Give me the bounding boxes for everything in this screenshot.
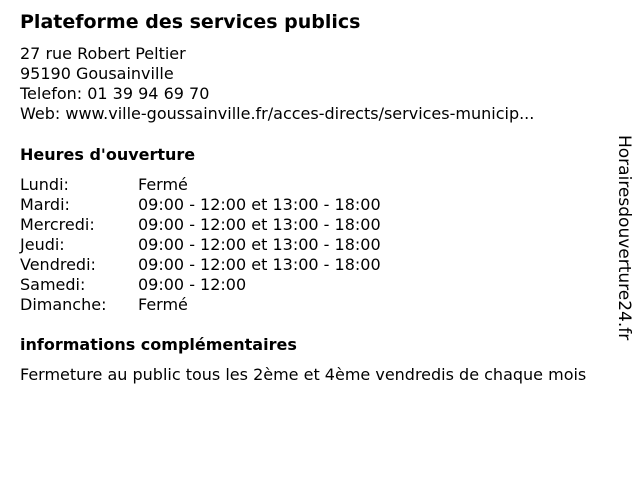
site-watermark: Horairesdouverture24.fr [614,135,634,341]
day-label: Samedi: [20,275,86,294]
day-label: Mardi: [20,195,70,214]
address-block [20,44,534,124]
phone-number: Telefon: 01 39 94 69 70 [20,84,210,103]
day-label: Lundi: [20,175,69,194]
website-link[interactable]: Web: www.ville-goussainville.fr/acces-directs/services-municip... [20,104,535,123]
page-title: Plateforme des services publics [20,11,361,33]
street-address: 27 rue Robert Peltier [20,44,186,63]
time-value: 09:00 - 12:00 et 13:00 - 18:00 [138,235,381,254]
day-label: Mercredi: [20,215,95,234]
city: 95190 Gousainville [20,64,174,83]
time-value: 09:00 - 12:00 et 13:00 - 18:00 [138,195,381,214]
time-value: 09:00 - 12:00 [138,275,247,294]
time-value: Fermé [138,175,188,194]
time-value: 09:00 - 12:00 et 13:00 - 18:00 [138,215,381,234]
time-value: Fermé [138,295,188,314]
time-value: 09:00 - 12:00 et 13:00 - 18:00 [138,255,381,274]
day-label: Dimanche: [20,295,107,314]
day-label: Jeudi: [20,235,65,254]
opening-hours-heading: Heures d'ouverture [20,145,196,164]
day-label: Vendredi: [20,255,96,274]
additional-info-heading: informations complémentaires [20,335,297,354]
additional-info-text: Fermeture au public tous les 2ème et 4ème vendredis de chaque mois [20,365,587,384]
